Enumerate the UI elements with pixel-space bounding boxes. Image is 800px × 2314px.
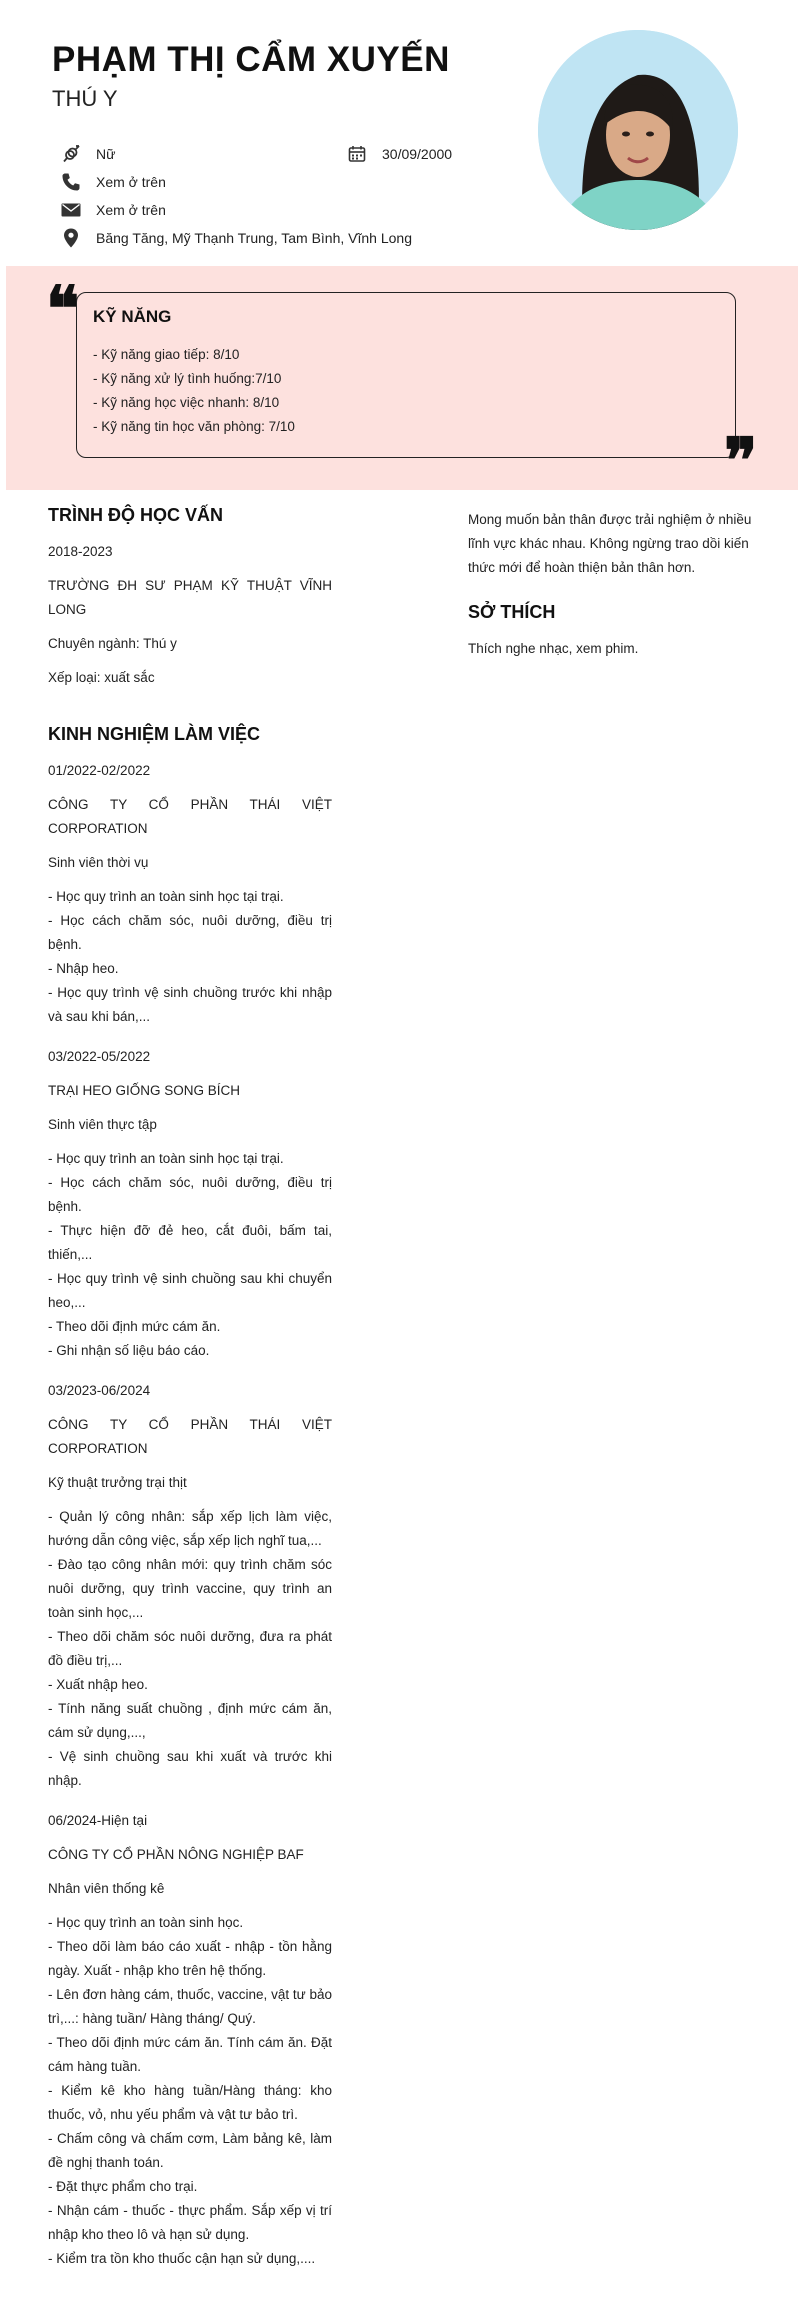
job-duty: - Kiểm tra tồn kho thuốc cận hạn sử dụng,.... xyxy=(48,2251,316,2266)
job-duty: - Theo dõi định mức cám ăn. xyxy=(48,1319,221,1334)
education-school: TRƯỜNG ĐH SƯ PHẠM KỸ THUẬT VĨNH LONG xyxy=(48,578,332,617)
gender-value: Nữ xyxy=(96,146,116,162)
job-duty: - Vệ sinh chuồng sau khi xuất và trước khi nhập. xyxy=(48,1749,332,1788)
candidate-name: PHẠM THỊ CẨM XUYẾN xyxy=(52,40,450,79)
skills-title: KỸ NĂNG xyxy=(93,307,172,326)
job-duty: - Tính năng suất chuồng , định mức cám ăn, cám sử dụng,..., xyxy=(48,1701,332,1740)
job-duty: - Kiểm kê kho hàng tuần/Hàng tháng: kho thuốc, vỏ, nhu yếu phẩm và vật tư bảo trì. xyxy=(48,2083,332,2122)
job-duties xyxy=(48,885,332,1029)
objective-text: Mong muốn bản thân được trải nghiệm ở nhiều lĩnh vực khác nhau. Không ngừng trao dồi kiến thức mới để hoàn thiện bản thân hơn. xyxy=(468,512,752,575)
job-duty: - Quản lý công nhân: sắp xếp lịch làm việc, hướng dẫn công việc, sắp xếp lịch nghĩ tua,... xyxy=(48,1509,332,1548)
job-duty: - Theo dõi chăm sóc nuôi dưỡng, đưa ra phát đồ điều trị,... xyxy=(48,1629,332,1668)
job-duty: - Học quy trình vệ sinh chuồng sau khi chuyển heo,... xyxy=(48,1271,332,1310)
job-duties xyxy=(48,1147,332,1363)
job-duty: - Chấm công và chấm cơm, Làm bảng kê, làm đề nghị thanh toán. xyxy=(48,2131,332,2170)
job-period: 03/2022-05/2022 xyxy=(48,1049,151,1064)
job-duty: - Học cách chăm sóc, nuôi dưỡng, điều trị bệnh. xyxy=(48,1175,332,1214)
open-quote-icon: ❝ xyxy=(46,272,80,345)
skill-item: - Kỹ năng tin học văn phòng: 7/10 xyxy=(93,419,295,434)
job-duty: - Lên đơn hàng cám, thuốc, vaccine, vật tư bảo trì,...: hàng tuần/ Hàng tháng/ Quý. xyxy=(48,1987,332,2026)
phone-row xyxy=(60,172,166,192)
address-value: Băng Tăng, Mỹ Thạnh Trung, Tam Bình, Vĩnh Long xyxy=(96,230,412,246)
job-period: 03/2023-06/2024 xyxy=(48,1383,151,1398)
skills-box xyxy=(76,292,736,458)
job-company: CÔNG TY CỔ PHẦN THÁI VIỆT CORPORATION xyxy=(48,797,332,836)
hobbies-title: SỞ THÍCH xyxy=(468,602,556,622)
job-duty: - Theo dõi làm báo cáo xuất - nhập - tồn hằng ngày. Xuất - nhập kho trên hệ thống. xyxy=(48,1939,332,1978)
close-quote-icon: ❞ xyxy=(724,424,758,497)
skill-item: - Kỹ năng học việc nhanh: 8/10 xyxy=(93,395,280,410)
job-duty: - Học cách chăm sóc, nuôi dưỡng, điều trị bệnh. xyxy=(48,913,332,952)
right-column xyxy=(468,508,758,661)
skill-item: - Kỹ năng xử lý tình huống:7/10 xyxy=(93,371,282,386)
job-entry xyxy=(48,1379,332,1793)
job-duty: - Theo dõi định mức cám ăn. Tính cám ăn. Đặt cám hàng tuần. xyxy=(48,2035,332,2074)
calendar-icon xyxy=(346,144,368,164)
job-position: Sinh viên thời vụ xyxy=(48,855,149,870)
job-entry xyxy=(48,1045,332,1363)
experience-title: KINH NGHIỆM LÀM VIỆC xyxy=(48,724,261,744)
job-company: CÔNG TY CỔ PHẦN NÔNG NGHIỆP BAF xyxy=(48,1847,304,1862)
birthdate-row xyxy=(346,144,452,164)
email-icon xyxy=(60,200,82,220)
education-major: Chuyên ngành: Thú y xyxy=(48,636,177,651)
phone-icon xyxy=(60,172,82,192)
job-position: Nhân viên thống kê xyxy=(48,1881,165,1896)
job-duty: - Thực hiện đỡ đẻ heo, cắt đuôi, bấm tai, thiến,... xyxy=(48,1223,332,1262)
education-grade: Xếp loại: xuất sắc xyxy=(48,670,155,685)
skills-list xyxy=(93,343,295,439)
job-duty: - Học quy trình an toàn sinh học tại trại. xyxy=(48,889,284,904)
education-title: TRÌNH ĐỘ HỌC VẤN xyxy=(48,505,223,525)
job-duty: - Nhận cám - thuốc - thực phẩm. Sắp xếp vị trí nhập kho theo lô và hạn sử dụng. xyxy=(48,2203,332,2242)
education-period: 2018-2023 xyxy=(48,544,113,559)
job-position: Kỹ thuật trưởng trại thịt xyxy=(48,1475,187,1490)
phone-value: Xem ở trên xyxy=(96,174,166,190)
candidate-role: THÚ Y xyxy=(52,86,118,111)
hobbies-text: Thích nghe nhạc, xem phim. xyxy=(468,641,639,656)
job-duty: - Học quy trình vệ sinh chuồng trước khi nhập và sau khi bán,... xyxy=(48,985,332,1024)
job-duties xyxy=(48,1911,332,2271)
job-duties xyxy=(48,1505,332,1793)
location-icon xyxy=(60,228,82,248)
job-duty: - Đặt thực phẩm cho trại. xyxy=(48,2179,198,2194)
job-company: CÔNG TY CỔ PHẦN THÁI VIỆT CORPORATION xyxy=(48,1417,332,1456)
job-duty: - Học quy trình an toàn sinh học. xyxy=(48,1915,244,1930)
job-entry xyxy=(48,759,332,1029)
job-period: 01/2022-02/2022 xyxy=(48,763,151,778)
job-entry xyxy=(48,1809,332,2271)
skills-section xyxy=(6,266,798,497)
left-column xyxy=(48,505,332,2271)
avatar xyxy=(538,30,738,230)
portrait-photo xyxy=(538,30,738,230)
email-row xyxy=(60,200,166,220)
job-duty: - Nhập heo. xyxy=(48,961,119,976)
job-company: TRẠI HEO GIỐNG SONG BÍCH xyxy=(48,1083,241,1098)
address-row xyxy=(60,228,412,248)
gender-icon xyxy=(60,144,82,164)
profile-header xyxy=(0,0,800,265)
job-position: Sinh viên thực tập xyxy=(48,1117,157,1132)
gender-row xyxy=(60,144,115,164)
email-value: Xem ở trên xyxy=(96,202,166,218)
birthdate-value: 30/09/2000 xyxy=(382,146,453,162)
job-duty: - Học quy trình an toàn sinh học tại trại. xyxy=(48,1151,284,1166)
job-period: 06/2024-Hiện tại xyxy=(48,1813,148,1828)
job-duty: - Đào tạo công nhân mới: quy trình chăm sóc nuôi dưỡng, quy trình vaccine, quy trình an toàn sinh học,... xyxy=(48,1557,332,1620)
job-duty: - Ghi nhận số liệu báo cáo. xyxy=(48,1343,210,1358)
job-duty: - Xuất nhập heo. xyxy=(48,1677,148,1692)
skill-item: - Kỹ năng giao tiếp: 8/10 xyxy=(93,347,240,362)
